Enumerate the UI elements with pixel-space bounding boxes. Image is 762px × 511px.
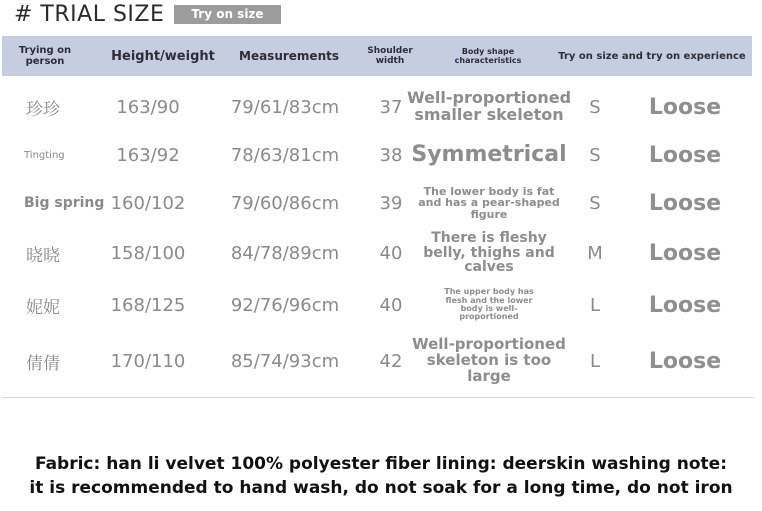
table-row (0, 228, 762, 278)
shoulder-width: 37 (379, 96, 403, 118)
table-row (0, 336, 762, 386)
fit: Loose (648, 94, 722, 120)
size: L (589, 350, 601, 372)
fit: Loose (648, 292, 722, 318)
fabric-note-line-1: Fabric: han li velvet 100% polyester fiber lining: deerskin washing note: (34, 454, 728, 474)
body-shape: Symmetrical (411, 142, 567, 168)
table-row (0, 130, 762, 180)
body-shape: Well-proportioned smaller skeleton (406, 88, 572, 124)
shoulder-width: 42 (379, 350, 403, 372)
fabric-note (0, 452, 762, 500)
height-weight: 158/100 (110, 242, 186, 264)
person-name: 晓晓 (26, 245, 60, 266)
height-weight: 163/90 (116, 96, 180, 118)
size: L (589, 294, 601, 316)
try-on-size-badge: Try on size (174, 5, 281, 24)
fit: Loose (648, 240, 722, 266)
table-row (0, 280, 762, 330)
measurements: 84/78/89cm (230, 242, 340, 264)
header-person: Trying on person (18, 45, 72, 67)
fit: Loose (648, 190, 722, 216)
size: S (589, 144, 601, 166)
size: S (589, 96, 601, 118)
header-height-weight: Height/weight (111, 48, 215, 64)
fabric-note-line-2: it is recommended to hand wash, do not soak for a long time, do not iron (29, 478, 733, 498)
page-title: # TRIAL SIZE (14, 2, 165, 27)
measurements: 92/76/96cm (230, 294, 340, 316)
header-try-on-experience: Try on size and try on experience (558, 50, 746, 62)
person-name: 珍珍 (26, 99, 60, 120)
measurements: 78/63/81cm (230, 144, 340, 166)
fit: Loose (648, 142, 722, 168)
body-shape: The upper body has flesh and the lower body is well-proportioned (444, 287, 534, 322)
shoulder-width: 38 (379, 144, 403, 166)
person-name: Big spring (24, 195, 105, 211)
size: S (589, 192, 601, 214)
body-shape: The lower body is fat and has a pear-shaped figure (418, 184, 560, 221)
shoulder-width: 39 (379, 192, 403, 214)
header-measurements: Measurements (239, 49, 339, 63)
person-name: 倩倩 (26, 353, 60, 374)
header-shoulder-width: Shoulder width (367, 46, 413, 66)
table-header (2, 36, 752, 76)
person-name: 妮妮 (26, 297, 60, 318)
measurements: 79/61/83cm (230, 96, 340, 118)
shoulder-width: 40 (379, 242, 403, 264)
shoulder-width: 40 (379, 294, 403, 316)
table-row (0, 82, 762, 132)
size: M (587, 242, 603, 264)
height-weight: 170/110 (110, 350, 186, 372)
header-body-shape: Body shape characteristics (454, 47, 522, 65)
body-shape: There is fleshy belly, thighs and calves (423, 229, 555, 276)
person-name: Tingting (24, 149, 65, 161)
table-row (0, 178, 762, 228)
height-weight: 163/92 (116, 144, 180, 166)
body-shape: Well-proportioned skeleton is too large (412, 335, 566, 385)
height-weight: 160/102 (110, 192, 186, 214)
height-weight: 168/125 (110, 294, 186, 316)
measurements: 79/60/86cm (230, 192, 340, 214)
fit: Loose (648, 348, 722, 374)
table-divider (2, 397, 754, 398)
measurements: 85/74/93cm (230, 350, 340, 372)
